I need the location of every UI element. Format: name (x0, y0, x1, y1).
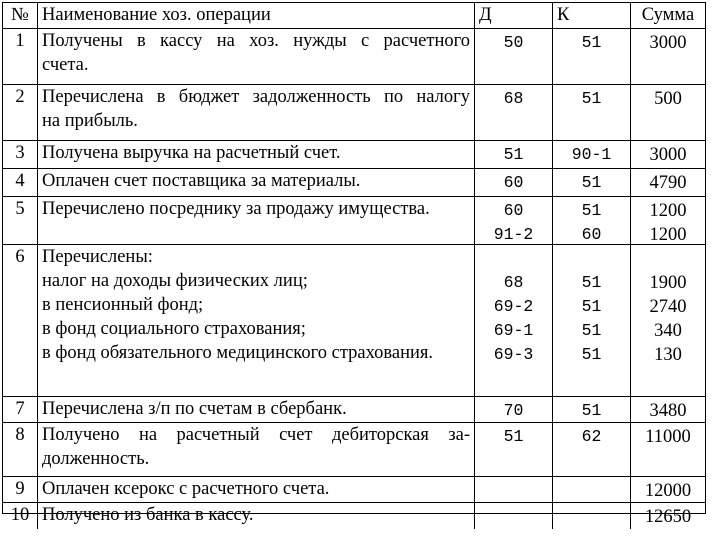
credit-account-value: 51 (581, 201, 602, 220)
amount (631, 141, 705, 169)
credit-account-value: 51 (581, 173, 602, 192)
header-credit: К (553, 3, 631, 29)
amount-value: 1200 (649, 201, 687, 221)
row-number: 8 (3, 423, 38, 477)
credit-account-value: 90-1 (571, 145, 612, 164)
row-number: 4 (3, 169, 38, 197)
operation-line: Получено из банка в кассу. (42, 505, 254, 525)
debit-account (475, 85, 553, 141)
credit-account (553, 197, 631, 245)
operation-line: Получены в кассу на хоз. нужды с расчетного (42, 31, 470, 51)
debit-account (475, 141, 553, 169)
debit-account-value: 69-2 (493, 297, 534, 316)
operation-line: в фонд социального страхования; (42, 319, 306, 339)
credit-account-value: 62 (581, 427, 602, 446)
accounting-operations-table (2, 2, 706, 527)
credit-account-value: 51 (581, 33, 602, 52)
operation-text (38, 477, 475, 503)
header-amount: Сумма (631, 3, 705, 29)
debit-account (475, 397, 553, 423)
debit-account (475, 245, 553, 397)
debit-account (475, 197, 553, 245)
amount (631, 503, 705, 529)
amount (631, 29, 705, 85)
operation-line: Перечислено посреднику за продажу имущества. (42, 199, 430, 219)
debit-account-value: 50 (503, 33, 524, 52)
operation-text (38, 85, 475, 141)
operation-line: Перечислена в бюджет задолженность по налогу (42, 87, 470, 107)
credit-account (553, 29, 631, 85)
operation-text (38, 423, 475, 477)
debit-account-value: 60 (503, 201, 524, 220)
operation-text (38, 197, 475, 245)
header-debit: Д (475, 3, 553, 29)
amount-value: 12650 (644, 507, 692, 527)
debit-account-value: 69-1 (493, 321, 534, 340)
debit-account (475, 423, 553, 477)
credit-account (553, 477, 631, 503)
operation-line: в пенсионный фонд; (42, 295, 204, 315)
amount-value: 3480 (649, 401, 687, 421)
credit-account (553, 85, 631, 141)
table-grid (3, 3, 705, 527)
credit-account-value: 51 (581, 401, 602, 420)
credit-account (553, 397, 631, 423)
header-no: № (3, 3, 38, 29)
credit-account-value: 51 (581, 321, 602, 340)
amount-value: 340 (654, 321, 682, 341)
credit-account (553, 141, 631, 169)
debit-account-value: 69-3 (493, 345, 534, 364)
debit-account-value: 70 (503, 401, 524, 420)
amount-value: 3000 (649, 145, 687, 165)
amount (631, 169, 705, 197)
operation-line: счета. (42, 55, 89, 75)
amount (631, 197, 705, 245)
row-number: 6 (3, 245, 38, 397)
credit-account (553, 503, 631, 529)
operation-text (38, 503, 475, 529)
row-number: 5 (3, 197, 38, 245)
amount-value: 500 (654, 89, 682, 109)
amount-value: 11000 (645, 427, 691, 447)
operation-line: долженность. (42, 449, 150, 469)
operation-line: налог на доходы физических лиц; (42, 271, 308, 291)
operation-line: Получено на расчетный счет дебиторская за- (42, 425, 470, 445)
operation-text (38, 397, 475, 423)
header-operation: Наименование хоз. операции (38, 3, 475, 29)
debit-account-value: 60 (503, 173, 524, 192)
debit-account (475, 169, 553, 197)
operation-line: Перечислены: (42, 247, 153, 267)
amount-value: 1900 (649, 273, 687, 293)
amount-value: 4790 (649, 173, 687, 193)
row-number: 1 (3, 29, 38, 85)
debit-account-value: 91-2 (493, 225, 534, 244)
amount-value: 12000 (644, 481, 692, 501)
operation-text (38, 141, 475, 169)
row-number: 3 (3, 141, 38, 169)
operation-line: на прибыль. (42, 111, 138, 131)
row-number: 7 (3, 397, 38, 423)
amount (631, 245, 705, 397)
credit-account (553, 245, 631, 397)
credit-account (553, 423, 631, 477)
debit-account-value: 68 (503, 273, 524, 292)
amount (631, 397, 705, 423)
operation-text (38, 245, 475, 397)
credit-account-value: 51 (581, 297, 602, 316)
debit-account (475, 503, 553, 529)
amount-value: 1200 (649, 225, 687, 245)
credit-account-value: 51 (581, 89, 602, 108)
credit-account-value: 60 (581, 225, 602, 244)
amount-value: 130 (654, 345, 682, 365)
debit-account-value: 68 (503, 89, 524, 108)
row-number: 10 (3, 503, 38, 529)
amount (631, 85, 705, 141)
operation-line: Оплачен ксерокс с расчетного счета. (42, 479, 330, 499)
operation-line: Оплачен счет поставщика за материалы. (42, 171, 361, 191)
operation-line: в фонд обязательного медицинского страхования. (42, 343, 434, 363)
amount-value: 2740 (649, 297, 687, 317)
row-number: 2 (3, 85, 38, 141)
credit-account-value: 51 (581, 273, 602, 292)
debit-account-value: 51 (503, 427, 524, 446)
operation-text (38, 29, 475, 85)
credit-account-value: 51 (581, 345, 602, 364)
operation-text (38, 169, 475, 197)
amount-value: 3000 (649, 33, 687, 53)
debit-account (475, 29, 553, 85)
credit-account (553, 169, 631, 197)
amount (631, 423, 705, 477)
operation-line: Получена выручка на расчетный счет. (42, 143, 341, 163)
debit-account (475, 477, 553, 503)
row-number: 9 (3, 477, 38, 503)
debit-account-value: 51 (503, 145, 524, 164)
amount (631, 477, 705, 503)
operation-line: Перечислена з/п по счетам в сбербанк. (42, 399, 347, 419)
